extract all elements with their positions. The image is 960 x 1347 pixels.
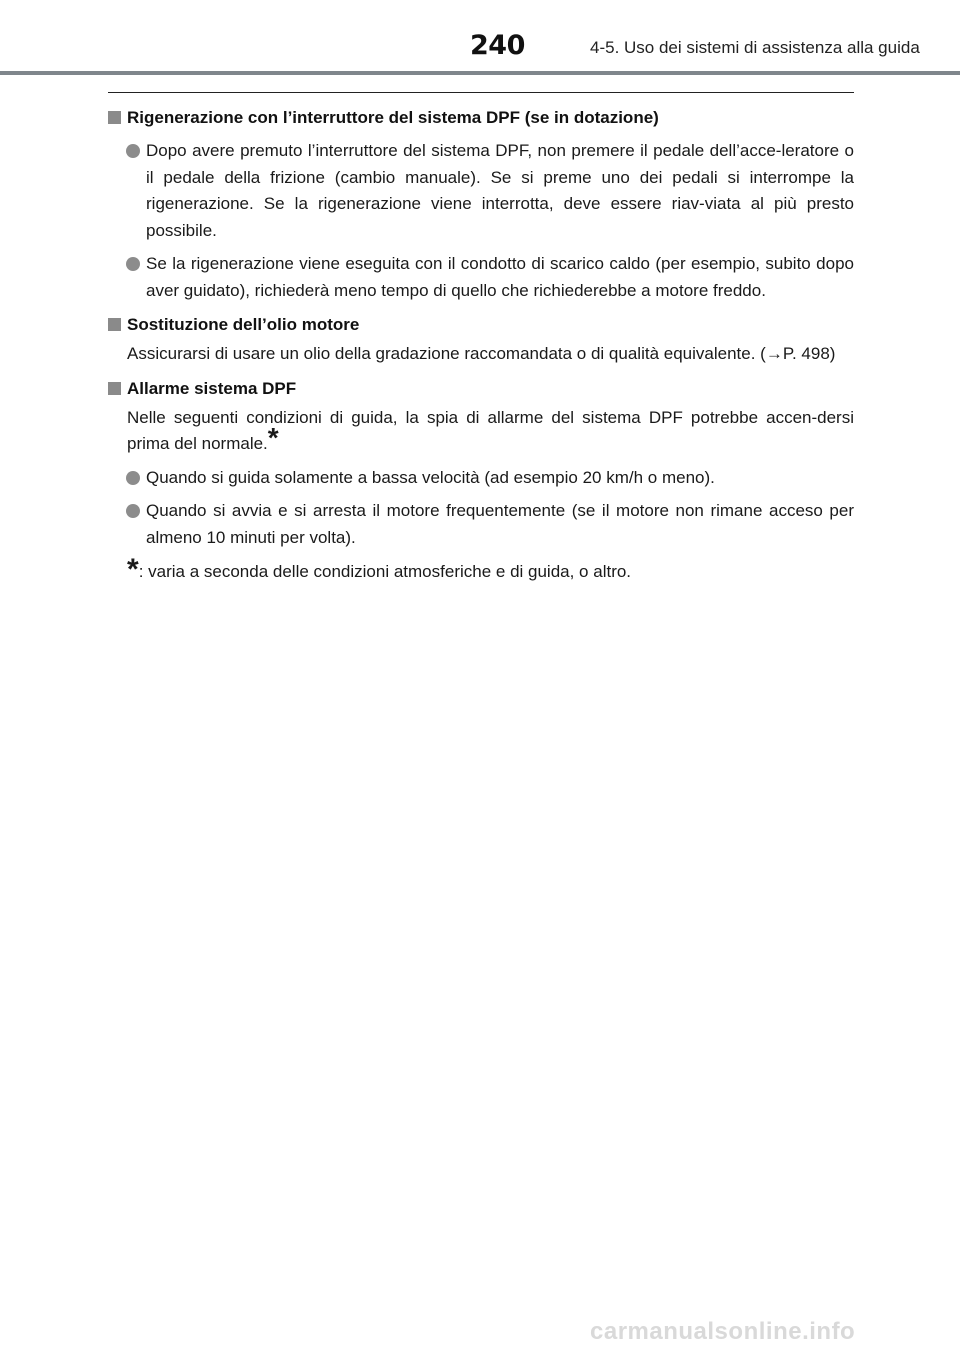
square-bullet-icon: [108, 382, 121, 395]
section-olio-motore: [108, 312, 854, 368]
bullet-item: [126, 498, 854, 551]
bullet-text: Dopo avere premuto l’interruttore del sistema DPF, non premere il pedale dell’acce-leratore o il pedale della frizione (cambio manuale). Se si preme uno dei pedali si interrompe la rigenerazione. Se la rigenerazione viene interrotta, deve essere riav-viata al più presto possibile.: [146, 141, 854, 240]
footnote-marker: *: [127, 553, 139, 586]
circle-bullet-icon: [126, 144, 140, 158]
section-paragraph: [127, 405, 854, 458]
content-divider: [108, 92, 854, 93]
section-heading: [108, 312, 854, 338]
section-rigenerazione: [108, 105, 854, 304]
heading-text: Rigenerazione con l’interruttore del sistema DPF (se in dotazione): [127, 108, 659, 127]
square-bullet-icon: [108, 318, 121, 331]
section-paragraph: Assicurarsi di usare un olio della gradazione raccomandata o di qualità equivalente. (→P. 498): [127, 344, 836, 363]
paragraph-text: Nelle seguenti condizioni di guida, la spia di allarme del sistema DPF potrebbe accen-dersi prima del normale.: [127, 407, 854, 453]
section-allarme-dpf: [108, 376, 854, 552]
circle-bullet-icon: [126, 257, 140, 271]
footnote-marker: *: [267, 422, 279, 453]
section-heading: [108, 376, 854, 402]
section-heading: [108, 105, 854, 131]
circle-bullet-icon: [126, 504, 140, 518]
watermark: carmanualsonline.info: [590, 1318, 856, 1345]
circle-bullet-icon: [126, 471, 140, 485]
heading-text: Allarme sistema DPF: [127, 378, 297, 398]
square-bullet-icon: [108, 111, 121, 124]
page-content: [108, 105, 854, 585]
heading-text: Sostituzione dell’olio motore: [127, 315, 360, 334]
page-header: [0, 0, 960, 80]
section-title: 4-5. Uso dei sistemi di assistenza alla guida: [590, 38, 920, 57]
bullet-item: [126, 465, 854, 492]
footnote-text: : varia a seconda delle condizioni atmosferiche e di guida, o altro.: [138, 562, 632, 581]
bullet-item: [126, 138, 854, 244]
bullet-text: Se la rigenerazione viene eseguita con il condotto di scarico caldo (per esempio, subito dopo aver guidato), richiederà meno tempo di quello che richiederebbe a motore freddo.: [146, 254, 854, 300]
page-number: 240: [470, 30, 525, 61]
bullet-text: Quando si avvia e si arresta il motore frequentemente (se il motore non rimane acceso per almeno 10 minuti per volta).: [146, 501, 854, 547]
bullet-item: [126, 251, 854, 304]
header-divider: [0, 71, 960, 75]
footnote: [127, 553, 854, 586]
bullet-text: Quando si guida solamente a bassa velocità (ad esempio 20 km/h o meno).: [146, 467, 715, 487]
